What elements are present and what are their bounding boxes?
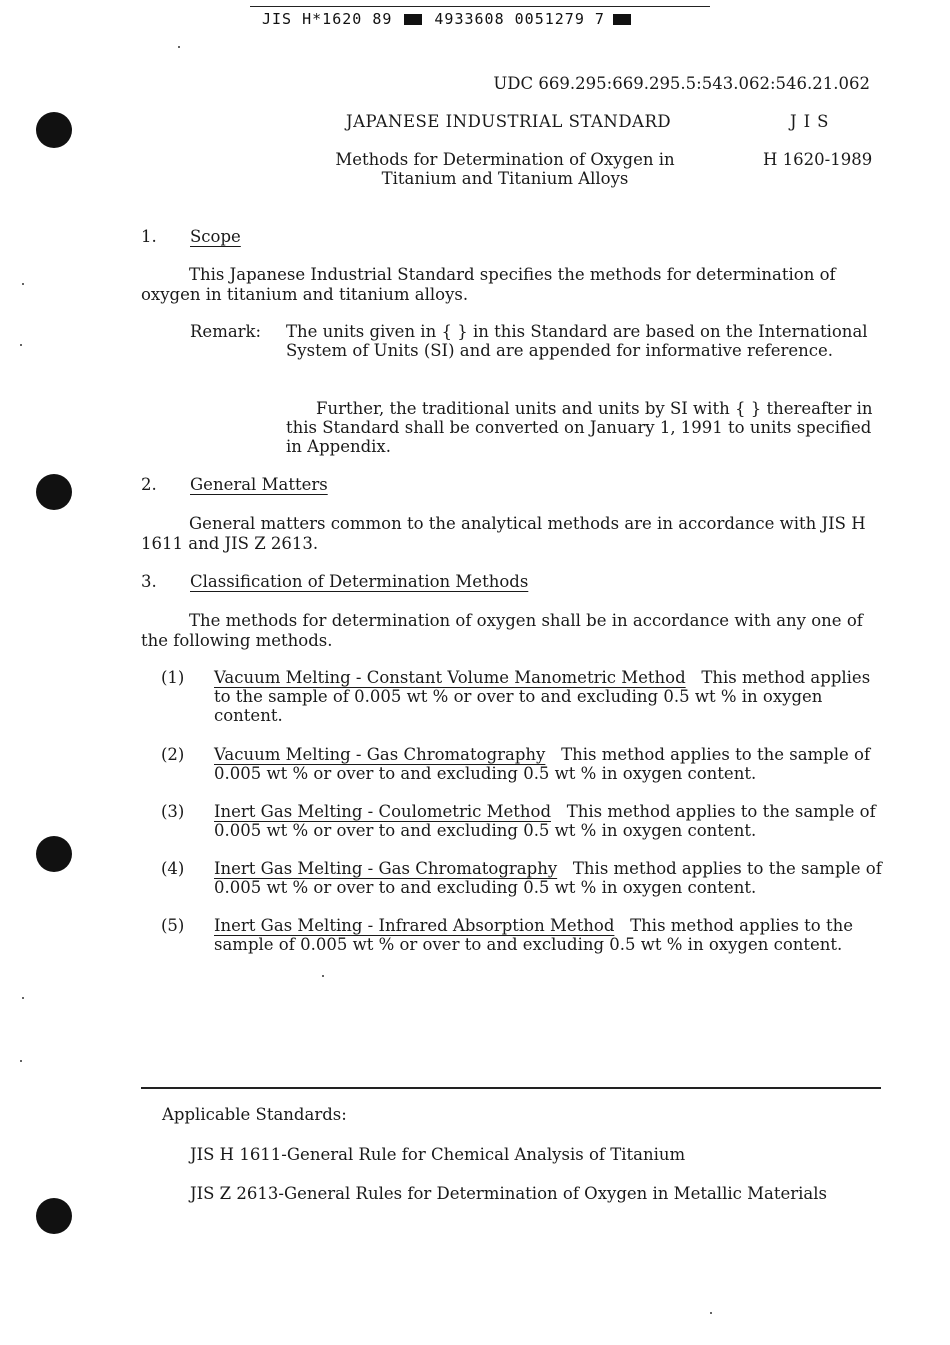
method-3-number: (3) (161, 802, 185, 821)
method-4-description: This method applies to the sample of 0.005 wt % or over to and excluding 0.5 wt % in oxygen content. (214, 859, 882, 897)
udc-code: UDC 669.295:669.295.5:543.062:546.21.062 (493, 74, 870, 93)
section-3-text: The methods for determination of oxygen shall be in accordance with any one of the following methods. (141, 611, 863, 650)
remark-label: Remark: (190, 322, 262, 341)
scan-speck (710, 1312, 712, 1314)
method-5-description: This method applies to the sample of 0.005 wt % or over to and excluding 0.5 wt % in oxygen content. (214, 916, 854, 954)
jis-mark: JIS (790, 112, 836, 131)
scan-speck (20, 344, 22, 346)
scan-speck (22, 283, 24, 285)
footnote-rule (141, 1087, 881, 1089)
document-title-line1: Methods for Determination of Oxygen in (335, 150, 675, 169)
header-rule (250, 6, 710, 7)
header-black-block (404, 14, 422, 25)
method-2 (214, 745, 884, 783)
method-3-name: Inert Gas Melting - Coulometric Method (214, 802, 552, 821)
document-title (300, 150, 710, 188)
method-1-number: (1) (161, 668, 185, 687)
scan-speck (20, 1060, 22, 1062)
footnote-reference: JIS H 1611-General Rule for Chemical Analysis of Titanium (190, 1145, 686, 1164)
method-4-number: (4) (161, 859, 185, 878)
section-1-number: 1. (141, 227, 157, 246)
section-2-title: General Matters (190, 475, 328, 494)
header-black-block-end (613, 14, 631, 25)
punch-hole-icon (36, 112, 72, 148)
remark-paragraph-1: The units given in { } in this Standard are based on the International System of Units (SI) and are appended for informative reference. (286, 322, 868, 360)
remark-paragraph-2: Further, the traditional units and units by SI with { } thereafter in this Standard shall be converted on January 1, 1991 to units specified in Appendix. (286, 399, 873, 456)
section-3-number: 3. (141, 572, 157, 591)
scan-speck (178, 46, 180, 48)
footnote-reference: JIS Z 2613-General Rules for Determination of Oxygen in Metallic Materials (190, 1184, 827, 1203)
punch-hole-icon (36, 474, 72, 510)
section-2-number: 2. (141, 475, 157, 494)
punch-hole-icon (36, 836, 72, 872)
section-2-text: General matters common to the analytical methods are in accordance with JIS H 1611 and JIS Z 2613. (141, 514, 866, 553)
header-code-strip (262, 10, 631, 28)
method-3-description: This method applies to the sample of 0.005 wt % or over to and excluding 0.5 wt % in oxygen content. (214, 802, 876, 840)
section-1-title: Scope (190, 227, 241, 246)
method-5 (214, 916, 884, 954)
section-1-text: This Japanese Industrial Standard specifies the methods for determination of oxygen in titanium and titanium alloys. (141, 265, 836, 304)
method-1 (214, 668, 884, 725)
method-4 (214, 859, 884, 897)
method-1-name: Vacuum Melting - Constant Volume Manometric Method (214, 668, 686, 687)
scan-speck (22, 997, 24, 999)
header-code-part1: JIS H*1620 89 (262, 10, 393, 28)
method-5-number: (5) (161, 916, 185, 935)
header-code-part2: 4933608 0051279 7 (434, 10, 605, 28)
document-title-line2: Titanium and Titanium Alloys (381, 169, 629, 188)
standard-name: JAPANESE INDUSTRIAL STANDARD (346, 112, 672, 131)
method-5-name: Inert Gas Melting - Infrared Absorption Method (214, 916, 615, 935)
method-2-name: Vacuum Melting - Gas Chromatography (214, 745, 546, 764)
document-number: H 1620-1989 (763, 150, 873, 169)
punch-hole-icon (36, 1198, 72, 1234)
method-3 (214, 802, 884, 840)
scan-speck (322, 975, 324, 977)
section-3-title: Classification of Determination Methods (190, 572, 529, 591)
footnote-label: Applicable Standards: (162, 1105, 347, 1124)
method-2-description: This method applies to the sample of 0.005 wt % or over to and excluding 0.5 wt % in oxygen content. (214, 745, 871, 783)
method-4-name: Inert Gas Melting - Gas Chromatography (214, 859, 558, 878)
method-1-description: This method applies to the sample of 0.005 wt % or over to and excluding 0.5 wt % in oxygen content. (214, 668, 871, 725)
method-2-number: (2) (161, 745, 185, 764)
